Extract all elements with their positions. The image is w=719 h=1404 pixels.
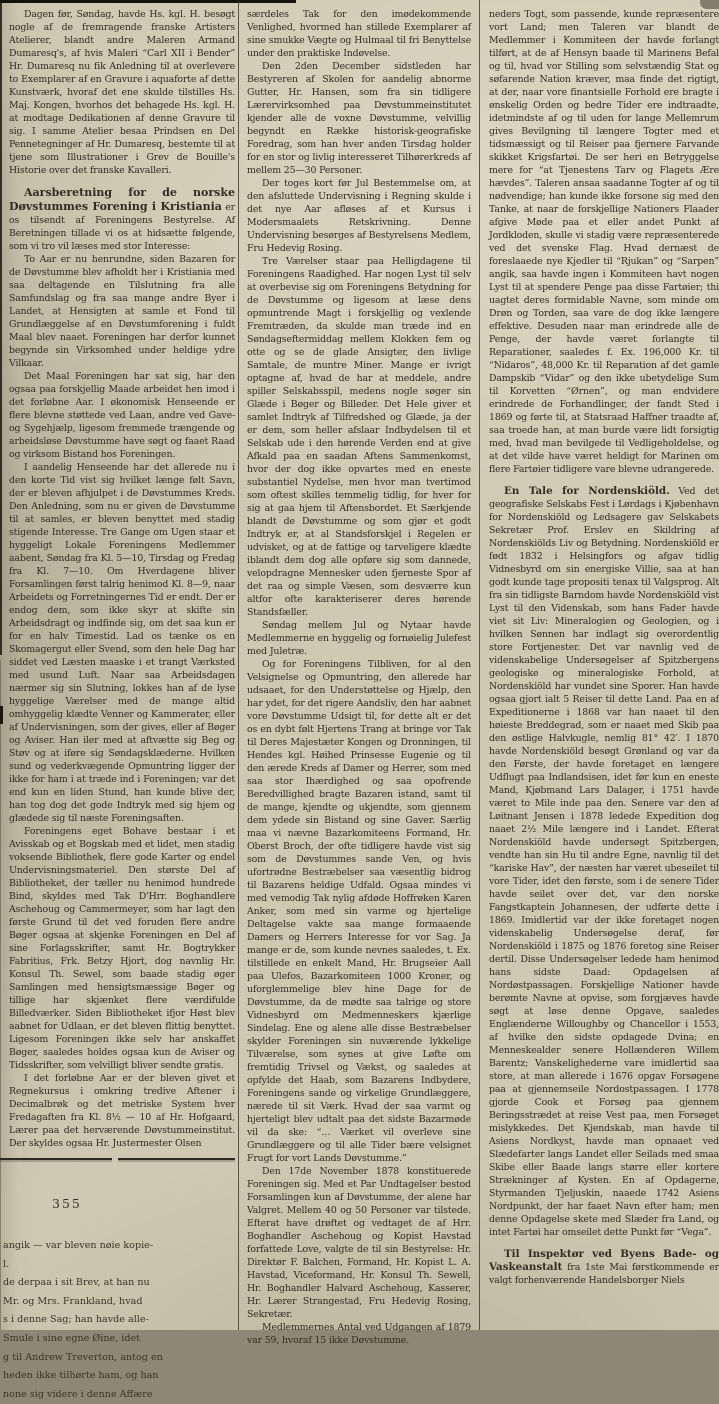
- paragraph-text: Ved det geografiske Selskabs Fest i Lørdags i Kjøbenhavn for Nordenskiöld og Ledsagere gav Selskabets Sekretær Prof. Erslev en Skildring af Nordenskiölds Liv og Betydning. Nordenskiöld er født 1832 i Helsingfors og afgav tidlig Vidnesbyrd om sin energiske Villie, saa at han godt kunde tage propositi tenax til Valgsprog. Alt fra sin tidligste Barndom havde Nordenskiöld vist Lyst til den Videnskab, som hans Fader havde viet sit Liv: Mineralogien og Geologien, og i hvilken Sønnen har indlagt sig overordentlig store Fortjenester. Det var navnlig ved de videnskabelige Undersøgelser af Spitzbergens geologiske og mineralogiske Forhold, at Nordenskiöld har vundet sine Sporer. Han havde ogsaa gjort ialt 5 Reiser til dette Land. Paa en af Expeditionerne i 1868 var han naaet til den høieste Breddegrad, som er naaet med Skib paa den østlige Halvkugle, nemlig 81° 42′. I 1870 havde Nordenskiöld besøgt Grønland og var da den Første, der havde foretaget en længere Udflugt paa Indlandsisen, idet før kun en eneste Mand, Kjøbmand Lars Dalager, i 1751 havde været to Mile inde paa den. Senere var den af Løitnant Jensen i 1878 ledede Expedition dog naaet 2½ Mile længere ind i Landet. Efterat Nordenskiöld havde undersøgt Spitzbergen, vendte han sin Hu til andre Egne, navnlig til det “kariske Hav”, der næsten har været ubeseilet til vore Tider, idet den første, som i de senere Tider havde seilet over det, var den norske Fangstkaptein Johannesen, der udførte dette i 1869. Imidlertid var der ikke foretaget nogen videnskabelig Undersøgelse deraf, før Nordenskiöld i 1875 og 1876 foretog sine Reiser dertil. Disse Undersøgelser ledede ham henimod hans sidste Daad: Opdagelsen af Nordøstpassagen. Forskjellige Nationer havde berømte Navne at opvise, som forgjæves havde søgt at løse denne Opgave, saaledes Englænderne Willoughby og Chancellor i 1553, af hvilke den sidste opdagede Dvina; en Menneskealder senere Hollænderen Willem Barentz; Vanskelighederne vare imidlertid saa store, at man allerede i 1676 opgav Forsøgene paa at gjennemseile Nordostpassagen. I 1778 gjorde Cook et Forsøg paa gjennem Beringsstrædet at reise Vest paa, men Forsøget mislykkedes. Det Kjendskab, man havde til Asiens Nordkyst, havde man opnaaet ved Slædefarter langs Landet eller Seilads med smaa Skibe eller Baade langs større eller kortere Strækninger af Kysten. En af Opdagerne, Styrmanden Tjeljuskin, naaede 1742 Asiens Nordpunkt, der har faaet Navn efter ham; men denne Opdagelse skete med Slæder fra Land, og intet Fartøi har omseilet dette Punkt før “Vega”.: [489, 486, 719, 1238]
- paragraph: [9, 8, 235, 177]
- paragraph: [247, 1321, 471, 1347]
- feuilleton-line: angik — var bleven nøie kopie-: [3, 1240, 154, 1251]
- paragraph-text: Foreningens eget Bohave bestaar i et Avisskab og et Bogskab med et lidet, men stadig voksende Bibliothek, flere gode Karter og endel Undervisningsmateriel. Den største Del af Bibliotheket, der tæller nu henimod hundrede Bind, skyldes med Tak D'Hrr. Boghandlere Aschehoug og Cammermeyer, som har lagt den første Grund til det ved foruden flere andre Bøger ogsaa at skjenke Foreningen en Del af sine Forlagsskrifter, samt Hr. Bogtrykker Fabritius, Frk. Betzy Hjort, dog navnlig Hr. Konsul Th. Sewel, som baade stadig øger Samlingen med hensigtsmæssige Bøger og tillige har skjænket flere værdifulde Billedværker. Siden Bibliotheket ifjor Høst blev aabnet for Udlaan, er det bleven flittig benyttet. Ligesom Foreningen ikke selv har anskaffet Bøger, saaledes holdes ogsaa kun de Aviser og Tidsskrifter, som velvilligt bliver sendte gratis.: [9, 826, 235, 1071]
- scan-edge-left-faint-artifact: [0, 660, 1, 1330]
- paragraph: [247, 60, 471, 177]
- paragraph-text: fra 1ste Mai førstkommende er valgt forhenværende Handelsborger Niels: [489, 1262, 719, 1286]
- column-2: [247, 8, 471, 1346]
- paragraph-text: Søndag mellem Jul og Nytaar havde Medlemmerne en hyggelig og fornøielig Julefest med Juletræ.: [247, 620, 471, 657]
- paragraph: [9, 825, 235, 1072]
- paragraph: [9, 370, 235, 461]
- paragraph-text: Den 17de November 1878 konstituerede Foreningen sig. Med et Par Undtagelser bestod Forsamlingen kun af Døvstumme, der alene har Valgret. Mellem 40 og 50 Personer var tilstede. Efterat have drøftet og vedtaget de af Hrr. Boghandler Aschehoug og Kopist Havstad forfattede Love, valgte de til sin Bestyrelse: Hr. Direktør F. Balchen, Formand, Hr. Kopist L. A. Havstad, Viceformand, Hr. Konsul Th. Sewell, Hr. Boghandler Halvard Aschehoug, Kasserer, Hr. Lærer Strangestad, Fru Hedevig Rosing, Sekretær.: [247, 1166, 471, 1320]
- article-title-nordenskiold: En Tale for Nordenskiöld.: [504, 485, 670, 497]
- paragraph-text: To Aar er nu henrundne, siden Bazaren for de Døvstumme blev afholdt her i Kristiania med saa deltagende en Tilslutning fra alle Samfundslag og fra saa mange andre Byer i Landet, at Hensigten at samle et Fond til Grundlæggelse af en Døvstumforening i fuldt Maal blev naaet. Foreningen har derfor kunnet begynde sin Virksomhed under heldige ydre Vilkaar.: [9, 254, 235, 369]
- paragraph: [247, 177, 471, 255]
- paragraph-text: Og for Foreningens Tilbliven, for al den Velsignelse og Opmuntring, den allerede har udsaaet, for den Understøttelse og Hjælp, den har ydet, for det rigere Aandsliv, den har aabnet vore Døvstumme Udsigt til, for dette alt er det os en dybt følt Hjertens Trang at bringe vor Tak til Deres Majestæter Kongen og Dronningen, til Hendes kgl. Høihed Prinsesse Eugenie og til den ærede Kreds af Damer og Herrer, som med saa stor Ihærdighed og saa opofrende Beredvillighed bragte Bazaren istand, samt til de mange, kjendte og ukjendte, som gjennem dem ydede sin Bistand og sine Gaver. Særlig maa vi nævne Bazarkomiteens Formand, Hr. Oberst Broch, der ofte tidligere havde vist sig som de Døvstummes sande Ven, og hvis ufortrødne Bestræbelser saa væsentlig bidrog til Bazarens heldige Udfald. Ogsaa mindes vi med vemodig Tak nylig afdøde Hoffrøken Karen Anker, som med sin varme og hjertelige Deltagelse vakte saa mange formaaende Damers og Herrers Interesse for vor Sag. Ja mange er de, som kunde nevnes saaledes, t. Ex. tilstillede en enkelt Mand, Hr. Brugseier Aall paa Ulefos, Bazarkomiteen 1000 Kroner, og uforglemmelige blev hine Dage for de Døvstumme, da de mødte saa talrige og store Vidnesbyrd om Medmenneskers kjærlige Sindelag. Ene og alene alle disse Bestræbelser skylder Foreningen sin nuværende lykkelige Tilværelse, som synes at give Løfte om fremtidig Trivsel og Vækst, og saaledes at opfylde det Haab, som Bazarens Indbydere, Foreningens sande og virkelige Grundlæggere, nærede til sit Værk. Hvad der saa varmt og hjerteligt blev udtalt paa det sidste Bazarmøde vil da ske: “… Værket vil overleve sine Grundlæggere og til alle Tider bære velsignet Frugt for vort Lands Døvstumme.”: [247, 659, 471, 1164]
- paragraph: [247, 255, 471, 619]
- paragraph-text: I aandelig Henseende har det allerede nu i den korte Tid vist sig hvilket længe følt Savn, der er bleven afhjulpet i de Døvstummes Kreds. Den Anledning, som nu er given de Døvstumme til at samles, er bleven benyttet med stadig stigende Interesse. Tre Gange om Ugen staar et hyggeligt Lokale Foreningens Medlemmer aabent, Søndag fra Kl. 5—10, Tirsdag og Fredag fra Kl. 7—10. Om Hverdagene bliver Forsamlingen først talrig henimod Kl. 8—9, naar Arbeidets og Forretningernes Tid er endt. Der er endog dem, som ikke skyr at skifte sin Arbeidsdragt og indfinde sig, om det saa kun er for en halv Timestid. Lad os tænke os en Skomagergut eller Svend, som den hele Dag har siddet ved Læsten maaske i et trangt Værksted med usund Luft. Naar saa Arbeidsdagen nærmer sig sin Slutning, lokkes han af de lyse hyggelige Værelser med de mange altid omhyggelig klædte Venner og Kammerater, eller af Undervisningen, som der gives, eller af Bøger og Aviser. Han iler med at aftvætte sig Beg og Støv og at iføre sig Søndagsklæderne. Hvilken sund og vederkvægende Opmuntring ligger der ikke for ham i at træde ind i Foreningen; var det end kun en liden Stund, han kunde blive der, han tog dog det gode Indtryk med sig hjem og glædede sig til næste Foreningsaften.: [9, 462, 235, 824]
- feuilleton-page-number: 355: [52, 1196, 82, 1211]
- paragraph-text: Medlemmernes Antal ved Udgangen af 1879 var 59, hvoraf 15 ikke Døvstumme.: [247, 1322, 471, 1346]
- feuilleton-line: de derpaa i sit Brev, at han nu: [3, 1277, 150, 1289]
- feuilleton-line: heden ikke tilhørte ham, og han: [3, 1370, 159, 1382]
- paragraph-text: Den 2den December sidstleden har Bestyreren af Skolen for aandelig abnorme Gutter, Hr. Hansen, som fra sin tidligere Lærervirksomhed paa Døvstummeinstitutet kjender alle de voxne Døvstumme, velvillig begyndt en Række historisk-geografiske Foredrag, som han hver anden Tirsdag holder for en stor og livlig interesseret Tilhørerkreds af mellem 25—30 Personer.: [247, 61, 471, 176]
- paragraph: [247, 8, 471, 60]
- paragraph: [9, 461, 235, 825]
- column-divider-1: [238, 0, 239, 1330]
- article-title-aarsberetning: Aarsberetning for de norske Døvstummes Forening i Kristiania: [9, 186, 235, 213]
- paragraph-text: Dagen før, Søndag, havde Hs. kgl. H. besøgt nogle af de fremragende franske Artisters Atelierer, blandt andre Maleren Armand Dumaresq's, af hvis Maleri “Carl XII i Bender” Hr. Dumaresq nu fik Anledning til at overlevere to Exemplarer af en Gravure i aquaforte af dette Kunstværk, hvoraf det ene skulde tilstilles Hs. Maj. Kongen, hvorhos det behagede Hs. kgl. H. at modtage Dedikationen af denne Gravure til sig. I samme Atelier besaa Prindsen en Del Pennetegninger af Hr. Dumaresq, bestemte til at tjene som Illustrationer i Grev de Bouille's Historie over det franske Kavalleri.: [9, 9, 235, 176]
- paragraph: [489, 8, 719, 476]
- feuilleton-line: l.: [3, 1258, 10, 1270]
- paragraph: [247, 619, 471, 658]
- article-heading-paragraph: [9, 186, 235, 253]
- column-1: [9, 8, 235, 1149]
- scan-edge-left-artifact: [0, 0, 2, 655]
- feuilleton-line: Mr. og Mrs. Frankland, hvad: [3, 1295, 143, 1307]
- article-heading-paragraph: [489, 485, 719, 1239]
- feuilleton-line: g til Andrew Treverton, antog en: [3, 1351, 163, 1363]
- paragraph: [9, 1072, 235, 1150]
- article-heading-paragraph: [489, 1248, 719, 1287]
- paragraph-text: neders Togt, som passende, kunde repræsentere vort Land; men Taleren var blandt de Medlemmer i Kommiteen der havde forlangt tilført, at de af Hensyn baade til Marinens Befal og til, hvad vor Stilling som selvstændig Stat og søfarende Nation kræver, maa finde det rigtigt, at der, naar vore finantsielle Forhold ere bragte i ønskelig Orden og bedre Tider ere indtraadte, idetmindste af og til uden for lange Mellemrum gives Bevilgning til længere Togter med et tidsmæssigt og til Reiser paa fjernere Farvande skikket Krigsfartøi. De ser heri en Betryggelse mere for “at Tjenestens Tarv og Flagets Ære hævdes”. Taleren ansaa saadanne Togter af og til nødvendige; han kunde ikke forsone sig med den Tanke, at naar de forskjellige Nationers Flaader afgive Møde paa et eller andet Punkt af Jordkloden, skulle vi stadig være repræsenterede ved det svenske Flag. Hvad dernæst de foreslaaede nye Kjedler til “Rjukan” og “Sarpen” angik, saa havde ingen i Kommiteen havt nogen Lyst til at spendere Penge paa disse Fartøier; thi uagtet deres formidable Navne, som minde om Drøn og Torden, saa vare de dog ikke længere effektive. Desuden naar man erindrede alle de Penge, der havde været forlangte til Reparationer, saaledes f. Ex. 196,000 Kr. til “Nidaros”, 48,000 Kr. til Reparation af det gamle Dampskib “Vidar” og den ikke ubetydelige Sum til Korvetten “Ørnen”, og man endvidere erindrede de Forhandlinger, der fandt Sted i 1869 og førte til, at Statsraad Haffner traadte af, saa troede han, at man burde være lidt forsigtig med, hvad man bevilgede til Vedligeholdelse, og at det vilde have været heldigt for Marinen om flere Fartøier tidligere vare blevne udrangerede.: [489, 9, 719, 475]
- paragraph-text: Det Maal Foreningen har sat sig, har den ogsaa paa forskjellig Maade arbeidet hen imod i det forløbne Aar. I økonomisk Henseende er flere blevne støttede ved Laan, andre ved Gave- og Sygehjælp, ligesom fremmede trængende og arbeidsløse Døvstumme have søgt og faaet Raad og virksom Bistand hos Foreningen.: [9, 371, 235, 460]
- feuilleton-line: s i denne Sag; han havde alle-: [3, 1314, 149, 1326]
- paragraph-text: særdeles Tak for den imødekommende Venlighed, hvormed han stillede Exemplarer af sine smukke Vægte og Hulmaal til fri Benyttelse under den praktiske Indøvelse.: [247, 9, 471, 59]
- paragraph-text: er os tilsendt af Foreningens Bestyrelse. Af Beretningen tillade vi os at hidsætte følgende, som vi tro vil læses med stor Interesse:: [9, 202, 235, 252]
- paragraph: [247, 1165, 471, 1321]
- paragraph-text: I det forløbne Aar er der bleven givet et Regnekursus i omkring tredive Aftener i Decimalbrøk og det metriske System hver Fredagaften fra Kl. 8½ — 10 af Hr. Hofgaard, Lærer paa det herværende Døvstummeinstitut. Der skyldes ogsaa Hr. Justermester Olsen: [9, 1073, 235, 1149]
- column-3: [489, 8, 719, 1322]
- article-title-inspektor: Til Inspektør ved Byens Bade- og Vaskeanstalt: [489, 1248, 719, 1273]
- column-divider-2: [479, 0, 480, 1330]
- paragraph: [9, 253, 235, 370]
- feuilleton-line: none sig videre i denne Affære: [3, 1388, 153, 1400]
- scan-ink-blot-artifact: [0, 706, 3, 724]
- scan-edge-top-artifact: [0, 0, 296, 3]
- feuilleton-divider-left: [0, 1158, 112, 1160]
- paragraph-text: Der toges kort før Jul Bestemmelse om, at den afsluttede Undervisning i Regning skulde i det nye Aar afløses af et Kursus i Modersmaalets Retskrivning. Denne Undervisning besørges af Bestyrelsens Medlem, Fru Hedevig Rosing.: [247, 178, 471, 254]
- paragraph-text: Tre Værelser staar paa Helligdagene til Foreningens Raadighed. Har nogen Lyst til selv at overbevise sig om Foreningens Betydning for de Døvstumme og ligesom at læse dens opmuntrende Magt i forskjellig og vexlende Fremtræden, da skulde man træde ind en Søndagseftermiddag mellem Klokken fem og otte og se de glade Ansigter, den livlige Samtale, de muntre Miner. Mange er ivrigt optagne af, hvad de har at meddele, andre spiller Selskabsspil, medens nogle søger sin Glæde i Bøger og Billeder. Det Hele giver et samlet Indtryk af Tilfredshed og Glæde, ja der er dem, som heller afslaar Indbydelsen til et Selskab ude i den hørende Verden end at give Afkald paa en saadan Aftens Sammenkomst, hvor der dog ikke opvartes med en eneste substantiel Nydelse, men hvor man tvertimod som oftest skilles temmelig tidlig, for hver for sig at gaa hjem til Aftensbordet. Et Særkjende blandt de Døvstumme og som gjør et godt Indtryk er, at al Standsforskjel i Regelen er udvisket, og at de fattige og tarveligere klædte iblandt dem dog alle opføre sig som dannede, velopdragne Mennesker uden fjerneste Spor af det raa og simple Væsen, som desværre kun altfor ofte karakteriserer deres hørende Standsfæller.: [247, 256, 471, 618]
- feuilleton-text-fragment: [3, 1237, 235, 1400]
- feuilleton-line: Smule i sine egne Øine, idet: [3, 1332, 141, 1344]
- feuilleton-divider-right: [118, 1158, 235, 1160]
- paragraph: [247, 658, 471, 1165]
